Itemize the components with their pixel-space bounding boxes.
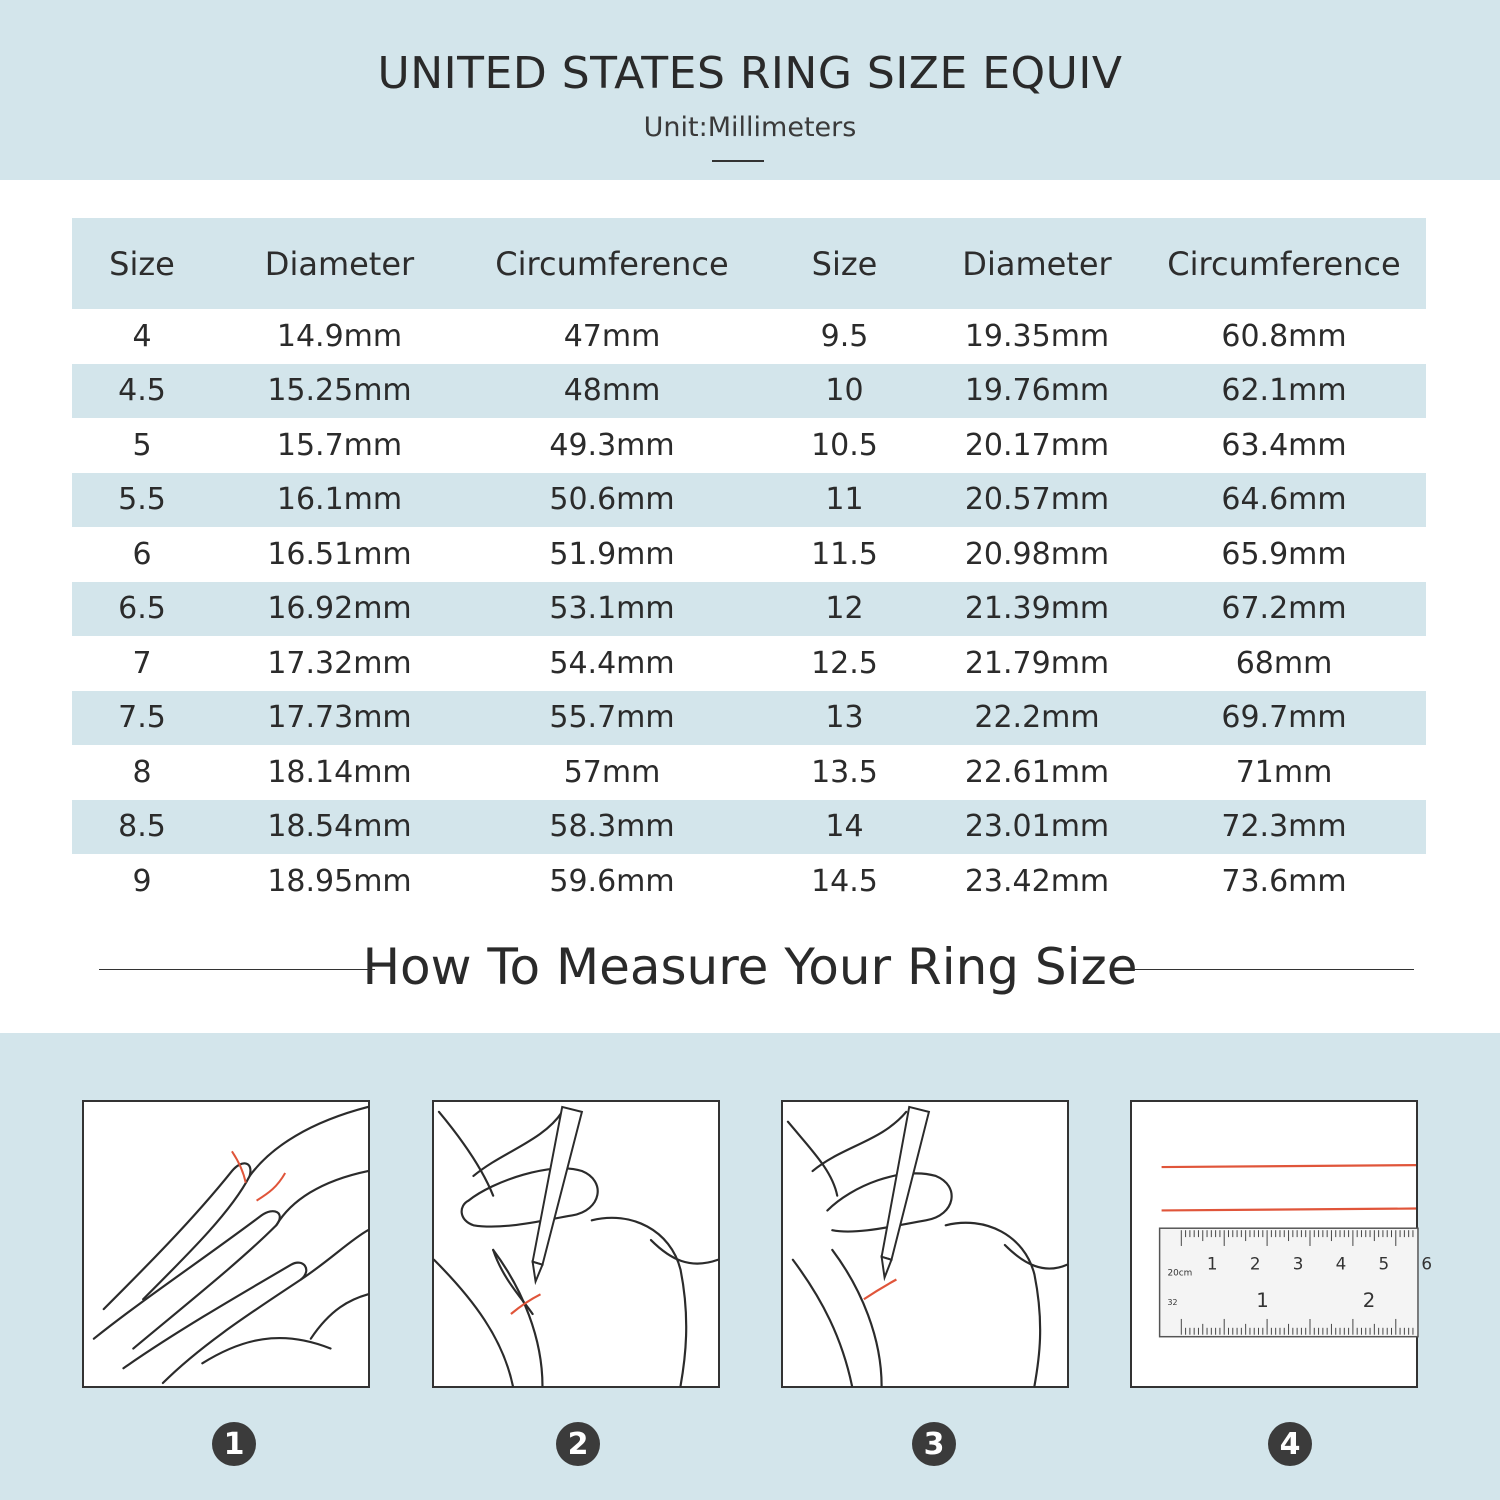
cell-size: 5.5	[118, 482, 166, 518]
cell-size-2: 12.5	[811, 645, 878, 681]
step-2-number: 2	[556, 1422, 600, 1466]
cell-diameter-2: 20.17mm	[964, 427, 1110, 463]
ruler-label: 32	[1167, 1298, 1178, 1308]
cell-diameter: 15.7mm	[276, 427, 403, 463]
cell-size: 4	[132, 318, 152, 354]
cell-diameter-2: 21.79mm	[964, 645, 1110, 681]
cell-diameter-2: 23.01mm	[964, 809, 1110, 845]
table-row	[72, 800, 1426, 855]
cell-diameter: 16.1mm	[276, 482, 403, 518]
cell-circumference-2: 65.9mm	[1221, 536, 1347, 572]
cell-circumference: 53.1mm	[549, 591, 675, 627]
cell-diameter: 16.92mm	[267, 591, 412, 627]
string-line-1	[1162, 1165, 1416, 1167]
cell-size-2: 10	[825, 373, 864, 409]
page-title: UNITED STATES RING SIZE EQUIV	[377, 48, 1123, 99]
title-divider	[712, 160, 764, 162]
cell-size: 6.5	[118, 591, 166, 627]
cell-circumference-2: 68mm	[1235, 645, 1333, 681]
ruler-label: 1	[1256, 1289, 1269, 1313]
measure-section-title: How To Measure Your Ring Size	[362, 938, 1138, 996]
cell-diameter: 16.51mm	[267, 536, 412, 572]
cell-diameter: 18.54mm	[267, 809, 412, 845]
cell-size: 7	[132, 645, 152, 681]
ruler-label: 5	[1378, 1253, 1390, 1274]
cell-diameter-2: 22.61mm	[964, 754, 1110, 790]
cell-diameter: 18.95mm	[267, 863, 412, 899]
table-row	[72, 854, 1426, 909]
cell-diameter: 18.14mm	[267, 754, 412, 790]
string-line-2	[1162, 1209, 1416, 1211]
ruler-label: 3	[1292, 1253, 1304, 1274]
cell-size: 7.5	[118, 700, 166, 736]
header-size-2: Size	[811, 244, 878, 283]
hand-string-wrap-icon	[84, 1102, 368, 1386]
unit-subtitle: Unit:Millimeters	[643, 112, 857, 143]
cell-size-2: 11	[825, 482, 864, 518]
cell-circumference: 50.6mm	[549, 482, 675, 518]
table-row	[72, 745, 1426, 800]
cell-circumference-2: 63.4mm	[1221, 427, 1347, 463]
cell-size-2: 9.5	[820, 318, 869, 354]
pen-mark-string-icon	[783, 1102, 1067, 1386]
step-4-number: 4	[1268, 1422, 1312, 1466]
step-1-number: 1	[212, 1422, 256, 1466]
cell-circumference: 48mm	[563, 373, 661, 409]
cell-size-2: 14	[825, 809, 864, 845]
cell-diameter-2: 19.35mm	[964, 318, 1110, 354]
cell-circumference-2: 67.2mm	[1221, 591, 1347, 627]
cell-size: 4.5	[118, 373, 166, 409]
table-row	[72, 691, 1426, 746]
cell-size: 5	[132, 427, 152, 463]
step-3-number: 3	[912, 1422, 956, 1466]
table-row	[72, 636, 1426, 691]
cell-circumference: 54.4mm	[549, 645, 675, 681]
step-2-panel	[432, 1100, 720, 1388]
cell-circumference-2: 62.1mm	[1221, 373, 1347, 409]
cell-size: 8.5	[118, 809, 166, 845]
table-row	[72, 582, 1426, 637]
ruler-label: 2	[1362, 1289, 1376, 1313]
step-3-panel	[781, 1100, 1069, 1388]
cell-circumference-2: 69.7mm	[1221, 700, 1347, 736]
cell-size: 8	[132, 754, 152, 790]
cell-size-2: 13	[825, 700, 864, 736]
ruler-label: 1	[1206, 1253, 1218, 1274]
cell-diameter-2: 21.39mm	[964, 591, 1110, 627]
cell-circumference: 55.7mm	[549, 700, 675, 736]
ruler-label: 20cm	[1167, 1268, 1193, 1279]
ring-size-table	[72, 218, 1426, 909]
header-diameter-2: Diameter	[962, 244, 1112, 283]
header-circumference: Circumference	[495, 244, 729, 283]
cell-size-2: 11.5	[811, 536, 878, 572]
cell-size-2: 13.5	[811, 754, 878, 790]
cell-size-2: 14.5	[811, 863, 878, 899]
cell-diameter-2: 20.98mm	[964, 536, 1110, 572]
cell-circumference-2: 60.8mm	[1221, 318, 1347, 354]
cell-diameter-2: 19.76mm	[964, 373, 1110, 409]
cell-size: 9	[132, 863, 152, 899]
pen-mark-string-icon	[434, 1102, 718, 1386]
cell-circumference: 58.3mm	[549, 809, 675, 845]
cell-circumference: 49.3mm	[549, 427, 675, 463]
cell-size: 6	[132, 536, 152, 572]
cell-diameter: 15.25mm	[267, 373, 412, 409]
table-row	[72, 309, 1426, 364]
table-row	[72, 473, 1426, 528]
cell-size-2: 12	[825, 591, 864, 627]
cell-size-2: 10.5	[811, 427, 878, 463]
table-body	[72, 309, 1426, 909]
ruler-label: 4	[1335, 1253, 1347, 1274]
cell-diameter: 14.9mm	[276, 318, 403, 354]
header-circumference-2: Circumference	[1167, 244, 1401, 283]
ruler-body	[1160, 1228, 1418, 1336]
cell-circumference-2: 73.6mm	[1221, 863, 1347, 899]
cell-diameter-2: 23.42mm	[964, 863, 1110, 899]
step-1-panel	[82, 1100, 370, 1388]
cell-diameter-2: 20.57mm	[964, 482, 1110, 518]
cell-circumference: 51.9mm	[549, 536, 675, 572]
table-header-row	[72, 218, 1426, 309]
cell-diameter: 17.73mm	[267, 700, 412, 736]
header-size: Size	[109, 244, 175, 283]
cell-circumference: 57mm	[563, 754, 661, 790]
ruler-label: 2	[1249, 1253, 1261, 1274]
step-4-panel	[1130, 1100, 1433, 1388]
ruler-label: 6	[1421, 1253, 1433, 1274]
cell-circumference-2: 64.6mm	[1221, 482, 1347, 518]
cell-circumference: 47mm	[563, 318, 661, 354]
cell-diameter-2: 22.2mm	[974, 700, 1100, 736]
table-row	[72, 364, 1426, 419]
header-diameter: Diameter	[264, 244, 415, 283]
ruler-measure-icon	[1132, 1102, 1433, 1386]
table-row	[72, 418, 1426, 473]
table-row	[72, 527, 1426, 582]
cell-circumference-2: 72.3mm	[1221, 809, 1347, 845]
cell-circumference: 59.6mm	[549, 863, 675, 899]
cell-diameter: 17.32mm	[267, 645, 412, 681]
cell-circumference-2: 71mm	[1235, 754, 1333, 790]
